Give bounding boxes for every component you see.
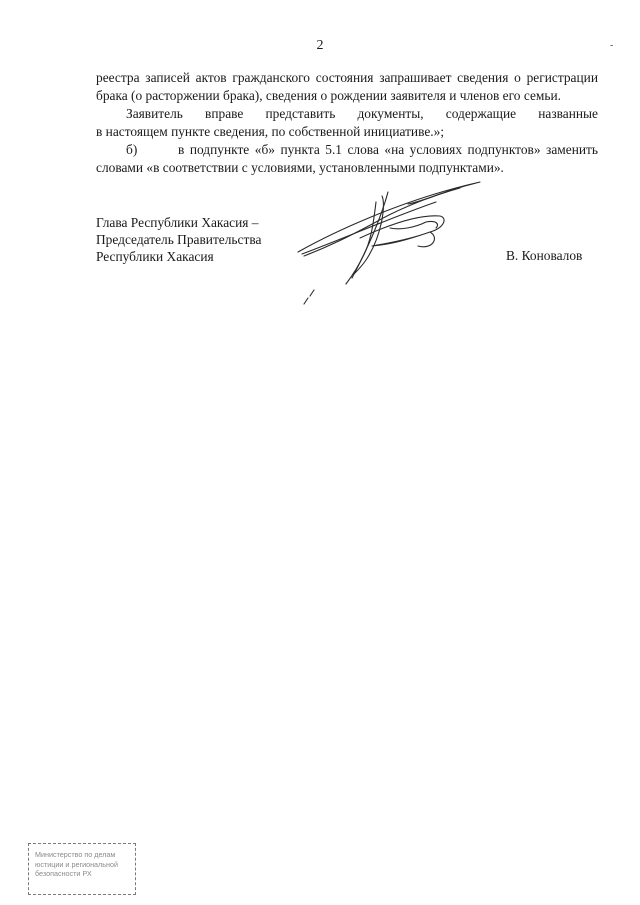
- signature-stroke: [352, 192, 388, 278]
- text-line: в настоящем пункте сведения, по собственной инициативе.»;: [96, 124, 445, 139]
- signatory-title-line: Глава Республики Хакасия –: [96, 215, 259, 230]
- signer-name: В. Коновалов: [506, 248, 583, 263]
- handwritten-signature: [290, 174, 510, 309]
- subparagraph-marker: б): [126, 142, 138, 157]
- stamp-line: Министерство по делам: [35, 850, 116, 859]
- signatory-title-line: Председатель Правительства: [96, 232, 262, 247]
- paragraph-applicant: [96, 105, 598, 141]
- stamp-line: безопасности РХ: [35, 869, 92, 878]
- signature-stroke: [408, 188, 460, 204]
- stamp-line: юстиции и региональной: [35, 859, 118, 869]
- signature-stroke: [302, 202, 436, 254]
- text-line: брака (о расторжении брака), сведения о рождении заявителя и членов его семьи.: [96, 88, 561, 103]
- paragraph-registry: [96, 69, 598, 105]
- signature-stroke: [360, 216, 444, 247]
- signatory-title: [96, 214, 261, 265]
- text-line: реестра записей актов гражданского состояния запрашивает сведения о регистрации: [96, 70, 598, 85]
- registration-stamp: [28, 843, 136, 895]
- subparagraph-b: [96, 141, 598, 177]
- page-number: 2: [316, 38, 324, 53]
- signature-stroke: [346, 202, 376, 284]
- text-line: словами «в соответствии с условиями, установленными подпунктами».: [96, 160, 504, 175]
- document-body: [96, 69, 598, 177]
- signature-stroke: [354, 196, 383, 274]
- text-line: в подпункте «б» пункта 5.1 слова «на условиях подпунктов» заменить: [178, 142, 598, 157]
- signature-stroke: [304, 298, 308, 304]
- text-line: Заявитель вправе представить документы, содержащие названные: [126, 106, 598, 121]
- signatory-title-line: Республики Хакасия: [96, 249, 214, 264]
- corner-mark: -: [610, 40, 614, 51]
- signature-stroke: [310, 290, 314, 296]
